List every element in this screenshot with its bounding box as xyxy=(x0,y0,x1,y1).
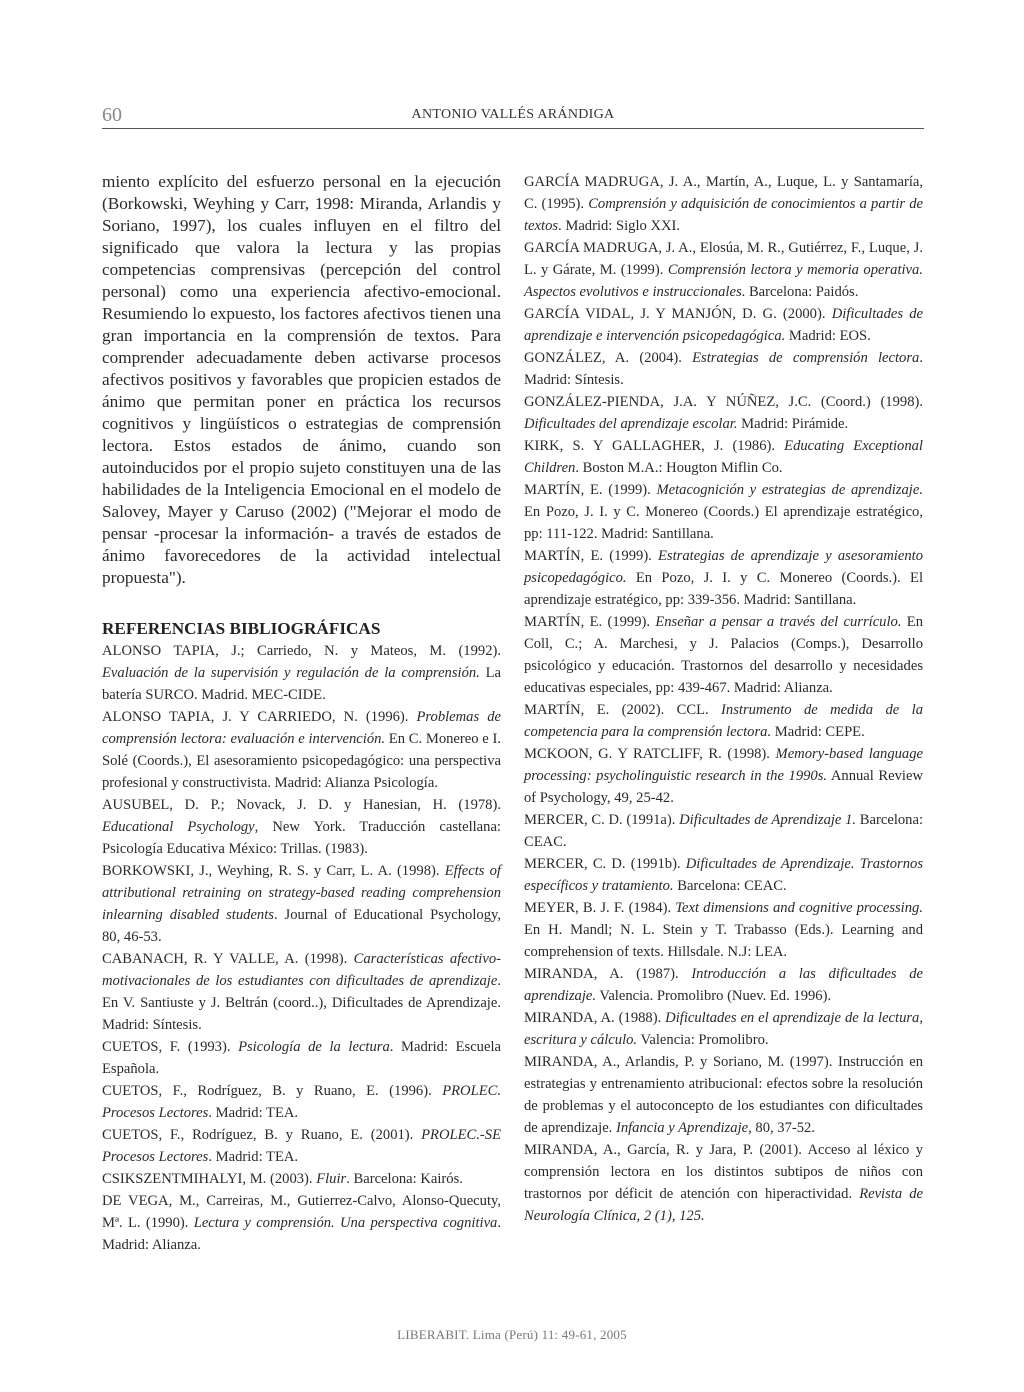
reference-entry xyxy=(102,1080,501,1124)
reference-source: En H. Mandl; N. L. Stein y T. Trabasso (Eds.). Learning and comprehension of texts. Hillsdale. N.J: LEA. xyxy=(524,922,923,960)
reference-entry xyxy=(524,347,923,391)
reference-entry xyxy=(102,948,501,1036)
reference-source: . En V. Santiuste y J. Beltrán (coord..), Dificultades de Aprendizaje. Madrid: Síntesis. xyxy=(102,973,501,1033)
reference-source: . Madrid: Siglo XXI. xyxy=(558,218,681,234)
reference-entry xyxy=(524,853,923,897)
reference-entry xyxy=(524,897,923,963)
reference-authors: MARTÍN, E. (1999). xyxy=(524,482,657,498)
reference-entry xyxy=(524,1051,923,1139)
reference-title: Effects of attributional retraining on strategy-based reading comprehension inlearning disabled students xyxy=(102,863,501,923)
reference-title: Comprensión y adquisición de conocimientos a partir de textos xyxy=(524,196,923,234)
reference-title: Text dimensions and cognitive processing. xyxy=(675,900,923,916)
reference-entry xyxy=(524,479,923,545)
reference-authors: AUSUBEL, D. P.; Novack, J. D. y Hanesian, H. (1978). xyxy=(102,797,501,813)
reference-entry xyxy=(102,860,501,948)
reference-source: Valencia: Promolibro. xyxy=(637,1032,769,1048)
reference-authors: CUETOS, F., Rodríguez, B. y Ruano, E. (1996). xyxy=(102,1083,443,1099)
reference-entry xyxy=(524,743,923,809)
reference-title: Dificultades en el aprendizaje de la lectura, escritura y cálculo. xyxy=(524,1010,923,1048)
reference-authors: ALONSO TAPIA, J.; Carriedo, N. y Mateos, M. (1992). xyxy=(102,643,501,659)
reference-authors: GARCÍA MADRUGA, J. A., Martín, A., Luque, L. y Santamaría, C. (1995). xyxy=(524,174,923,212)
reference-title: Fluir xyxy=(316,1171,347,1187)
reference-authors: CUETOS, F., Rodríguez, B. y Ruano, E. (2001). xyxy=(102,1127,422,1143)
reference-title: Metacognición y estrategias de aprendizaje. xyxy=(656,482,923,498)
reference-title: Evaluación de la supervisión y regulación de la comprensión. xyxy=(102,665,480,681)
reference-source: . Madrid: Síntesis. xyxy=(524,350,923,388)
reference-authors: MERCER, C. D. (1991b). xyxy=(524,856,686,872)
reference-source: . Barcelona: Kairós. xyxy=(346,1171,463,1187)
reference-source: . Madrid: Alianza. xyxy=(102,1215,501,1253)
body-paragraph: miento explícito del esfuerzo personal en la ejecución (Borkowski, Weyhing y Carr, 1998: Miranda, Arlandis y Soriano, 1997), los cuales influyen en el filtro del significado que valora la lectura y las propias competencias comprensivas (percepción del control personal) como una experiencia afectivo-emocional. Resumiendo lo expuesto, los factores afectivos tienen una gran importancia en la comprensión de textos. Para comprender adecuadamente deben activarse procesos afectivos positivos y favorables que propicien estados de ánimo que permitan poner en práctica los recursos cognitivos y lingüísticos o estrategias de comprensión lectora. Estos estados de ánimo, cuando son autoinducidos por el propio sujeto constituyen una de las habilidades de la Inteligencia Emocional en el modelo de Salovey, Mayer y Caruso (2002) ("Mejorar el modo de pensar -procesar la información- a través de estados de ánimo favorecedores de la actividad intelectual propuesta"). xyxy=(102,172,501,587)
reference-entry xyxy=(524,699,923,743)
reference-source: Madrid: EOS. xyxy=(785,328,871,344)
reference-title: Infancia y Aprendizaje, xyxy=(615,1120,752,1136)
reference-entry xyxy=(524,171,923,237)
reference-title: Dificultades de Aprendizaje 1. xyxy=(679,812,857,828)
reference-entry xyxy=(524,1139,923,1227)
reference-entry xyxy=(524,303,923,347)
reference-entry xyxy=(524,809,923,853)
reference-source: , New York. Traducción castellana: Psicología Educativa México: Trillas. (1983). xyxy=(102,819,501,857)
reference-title: Estrategias de aprendizaje y asesoramiento psicopedagógico. xyxy=(524,548,923,586)
reference-source: . Madrid: TEA. xyxy=(208,1105,299,1121)
reference-title: PROLEC.-SE Procesos Lectores xyxy=(102,1127,501,1165)
reference-title: Introducción a las dificultades de aprendizaje. xyxy=(524,966,923,1004)
reference-source: Madrid: Pirámide. xyxy=(737,416,849,432)
reference-authors: GONZÁLEZ-PIENDA, J.A. Y NÚÑEZ, J.C. (Coord.) (1998). xyxy=(524,394,923,410)
reference-title: Comprensión lectora y memoria operativa. Aspectos evolutivos e instruccionales xyxy=(524,262,923,300)
reference-authors: MIRANDA, A., García, R. y Jara, P. (2001). Acceso al léxico y comprensión lectora en los distintos subtipos de niños con trastornos por déficit de atención con hiperactividad. xyxy=(524,1142,923,1202)
reference-entry xyxy=(102,1190,501,1256)
reference-source: . Madrid: TEA. xyxy=(208,1149,299,1165)
reference-title: Memory-based language processing: psycholinguistic research in the 1990s. xyxy=(524,746,924,784)
reference-authors: GONZÁLEZ, A. (2004). xyxy=(524,350,693,366)
page-number: 60 xyxy=(102,104,122,126)
reference-authors: ALONSO TAPIA, J. Y CARRIEDO, N. (1996). xyxy=(102,709,417,725)
reference-authors: MIRANDA, A., Arlandis, P. y Soriano, M. (1997). Instrucción en estrategias y entrenamiento atribucional: efectos sobre la resolución de problemas y el autoconcepto de los estudiantes con dificultades de aprendizaje. xyxy=(524,1054,923,1136)
reference-authors: MARTÍN, E. (1999). xyxy=(524,614,656,630)
reference-authors: MCKOON, G. Y RATCLIFF, R. (1998). xyxy=(524,746,776,762)
reference-title: Enseñar a pensar a través del currículo. xyxy=(655,614,902,630)
reference-entry xyxy=(102,706,501,794)
reference-authors: CABANACH, R. Y VALLE, A. (1998). xyxy=(102,951,354,967)
reference-source: Annual Review of Psychology, 49, 25-42. xyxy=(524,768,923,806)
reference-source: 80, 37-52. xyxy=(751,1120,815,1136)
reference-entry xyxy=(524,545,923,611)
reference-entry xyxy=(524,611,923,699)
reference-authors: KIRK, S. Y GALLAGHER, J. (1986). xyxy=(524,438,785,454)
reference-list-right xyxy=(524,171,923,1227)
reference-entry xyxy=(102,794,501,860)
reference-source: En C. Monereo e I. Solé (Coords.), El asesoramiento psicopedagógico: una perspectiva profesional y constructivista. Madrid: Alianza Psicología. xyxy=(102,731,501,791)
left-column xyxy=(102,171,501,1256)
reference-entry xyxy=(524,237,923,303)
reference-source: . Madrid: Escuela Española. xyxy=(102,1039,501,1077)
reference-entry xyxy=(102,1036,501,1080)
reference-entry xyxy=(524,391,923,435)
reference-source: En Pozo, J. I. y C. Monereo (Coords.) El aprendizaje estratégico, pp: 111-122. Madrid: Santillana. xyxy=(524,504,923,542)
reference-authors: MEYER, B. J. F. (1984). xyxy=(524,900,676,916)
reference-authors: CSIKSZENTMIHALYI, M. (2003). xyxy=(102,1171,317,1187)
reference-entry xyxy=(102,1124,501,1168)
section-heading: REFERENCIAS BIBLIOGRÁFICAS xyxy=(102,619,381,638)
reference-title: Dificultades de aprendizaje e intervención psicopedagógica. xyxy=(524,306,923,344)
reference-authors: GARCÍA MADRUGA, J. A., Elosúa, M. R., Gutiérrez, F., Luque, J. L. y Gárate, M. (1999). xyxy=(524,240,923,278)
page-footer: LIBERABIT. Lima (Perú) 11: 49-61, 2005 xyxy=(397,1327,627,1342)
reference-source: En Coll, C.; A. Marchesi, y J. Palacios (Comps.), Desarrollo psicológico y educación. Trastornos del desarrollo y necesidades educativas especiales, pp: 439-467. Madrid: Alianza. xyxy=(524,614,923,696)
reference-title: Características afectivo-motivacionales de los estudiantes con dificultades de aprendizaje xyxy=(102,951,501,989)
reference-authors: CUETOS, F. (1993). xyxy=(102,1039,239,1055)
reference-entry xyxy=(524,435,923,479)
reference-authors: BORKOWSKI, J., Weyhing, R. S. y Carr, L. A. (1998). xyxy=(102,863,445,879)
reference-title: Instrumento de medida de la competencia para la comprensión lectora. xyxy=(524,702,923,740)
reference-source: Valencia. Promolibro (Nuev. Ed. 1996). xyxy=(596,988,832,1004)
reference-authors: MIRANDA, A. (1987). xyxy=(524,966,692,982)
reference-authors: MARTÍN, E. (2002). CCL. xyxy=(524,702,722,718)
reference-title: Dificultades del aprendizaje escolar. xyxy=(524,416,738,432)
reference-title: Psicología de la lectura xyxy=(238,1039,390,1055)
reference-title: Dificultades de Aprendizaje. Trastornos específicos y tratamiento. xyxy=(524,856,923,894)
reference-authors: MERCER, C. D. (1991a). xyxy=(524,812,680,828)
reference-source: Madrid: CEPE. xyxy=(771,724,865,740)
reference-source: . Journal of Educational Psychology, 80, 46-53. xyxy=(102,907,501,945)
reference-entry xyxy=(524,1007,923,1051)
reference-source: . Barcelona: Paidós. xyxy=(741,284,859,300)
reference-title: Estrategias de comprensión lectora xyxy=(692,350,920,366)
right-column xyxy=(524,171,923,1227)
reference-entry xyxy=(524,963,923,1007)
reference-source: Barcelona: CEAC. xyxy=(673,878,787,894)
reference-authors: MARTÍN, E. (1999). xyxy=(524,548,659,564)
reference-list-left xyxy=(102,640,501,1256)
reference-title: Problemas de comprensión lectora: evaluación e intervención. xyxy=(102,709,501,747)
reference-entry xyxy=(102,640,501,706)
reference-source: . Boston M.A.: Hougton Miflin Co. xyxy=(575,460,783,476)
reference-source: Barcelona: CEAC. xyxy=(524,812,924,850)
running-head: ANTONIO VALLÉS ARÁNDIGA xyxy=(411,107,615,122)
reference-authors: DE VEGA, M., Carreiras, M., Gutierrez-Calvo, Alonso-Quecuty, Mª. L. (1990). xyxy=(102,1193,501,1231)
reference-source: La batería SURCO. Madrid. MEC-CIDE. xyxy=(102,665,501,703)
reference-title: Educating Exceptional Children xyxy=(524,438,923,476)
reference-title: Lectura y comprensión. Una perspectiva cognitiva xyxy=(193,1215,498,1231)
reference-entry xyxy=(102,1168,501,1190)
reference-title: Revista de Neurología Clínica, 2 (1), 125. xyxy=(524,1186,923,1224)
reference-authors: GARCÍA VIDAL, J. Y MANJÓN, D. G. (2000). xyxy=(524,306,832,322)
reference-source: En Pozo, J. I. y C. Monereo (Coords.). El aprendizaje estratégico, pp: 339-356. Madrid: Santillana. xyxy=(524,570,923,608)
reference-title: Educational Psychology xyxy=(102,819,255,835)
page-header xyxy=(102,104,924,129)
reference-authors: MIRANDA, A. (1988). xyxy=(524,1010,666,1026)
reference-title: PROLEC. Procesos Lectores xyxy=(102,1083,501,1121)
